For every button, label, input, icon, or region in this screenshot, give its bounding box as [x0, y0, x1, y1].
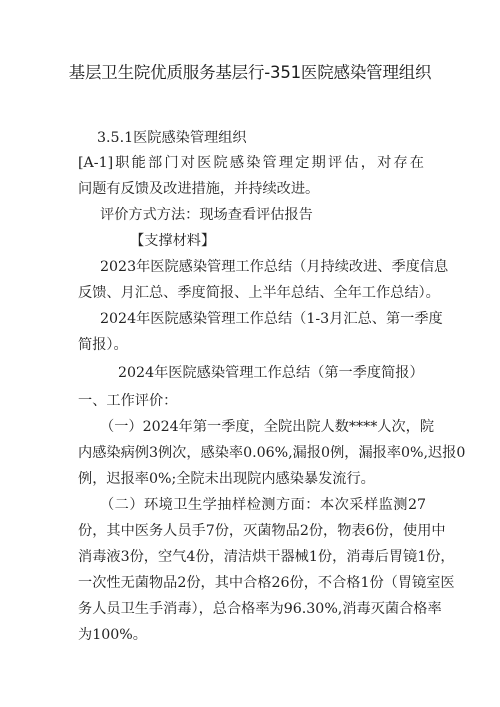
text-line: 反馈、月汇总、季度简报、上半年总结、全年工作总结）。 — [78, 285, 440, 301]
text-line: （二）环境卫生学抽样检测方面：本次采样监测27 — [100, 497, 426, 513]
text-line: 消毒液3份，空气4份，清洁烘干器械1份，消毒后胃镜1份， — [78, 549, 455, 565]
text-line: 评价方式方法：现场查看评估报告 — [100, 207, 313, 223]
text-line: 简报）。 — [78, 337, 128, 353]
text-line: 例，迟报率0%;全院未出现院内感染暴发流行。 — [78, 471, 375, 487]
text-line: （一）2024年第一季度，全院出院人数****人次，院 — [100, 419, 435, 435]
document-title: 基层卫生院优质服务基层行-351医院感染管理组织 — [68, 63, 432, 82]
text-line: 2024年医院感染管理工作总结（1-3月汇总、第一季度 — [100, 311, 443, 327]
text-line: 份，其中医务人员手7份，灭菌物品2份，物表6份，使用中 — [78, 523, 446, 539]
section-heading: 3.5.1医院感染管理组织 — [97, 130, 247, 146]
text-line: 【支撑材料】 — [130, 233, 216, 249]
text-line: 2023年医院感染管理工作总结（月持续改进、季度信息 — [100, 259, 449, 275]
text-line: 务人员卫生手消毒），总合格率为96.30%,消毒灭菌合格率 — [78, 601, 442, 617]
text-line: 为100%。 — [78, 627, 147, 643]
text-line: 内感染病例3例次，感染率0.06%,漏报0例，漏报率0%,迟报0 — [78, 445, 466, 461]
text-line: [A-1]职能部门对医院感染管理定期评估，对存在 — [78, 155, 424, 171]
text-line: 一、工作评价： — [78, 393, 178, 409]
text-line: 问题有反馈及改进措施，并持续改进。 — [78, 181, 320, 197]
text-line: 一次性无菌物品2份，其中合格26份，不合格1份（胃镜室医 — [78, 575, 455, 591]
text-line: 2024年医院感染管理工作总结（第一季度简报） — [118, 365, 424, 381]
